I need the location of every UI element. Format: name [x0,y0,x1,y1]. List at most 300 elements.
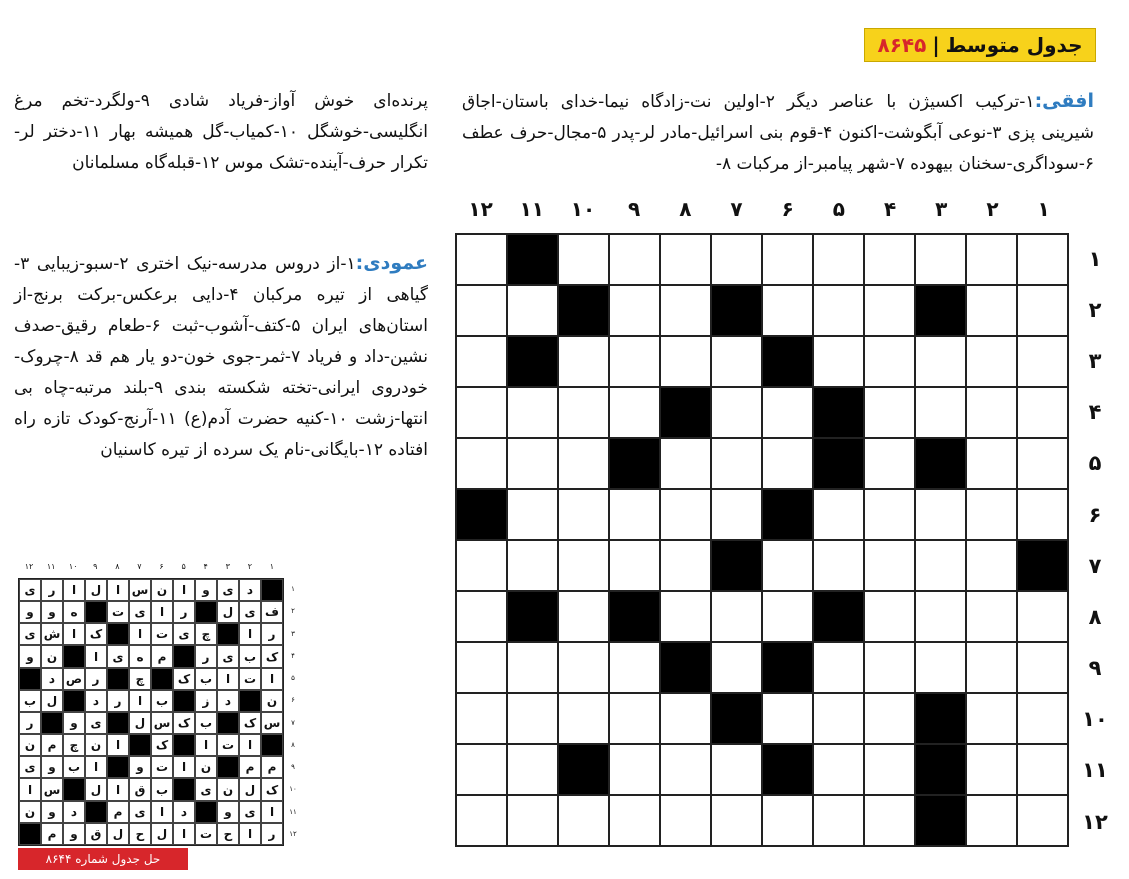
grid-cell[interactable] [660,795,711,846]
grid-cell[interactable] [711,489,762,540]
solution-black-cell [85,601,107,623]
column-number: ۹ [628,197,641,221]
grid-cell[interactable] [711,438,762,489]
row-number: ۶ [1088,502,1102,527]
grid-cell[interactable] [456,285,507,336]
solution-cell: و [41,756,63,778]
solution-black-cell [195,601,217,623]
solution-column-number: ۱۰ [68,562,78,571]
column-number: ۲ [986,197,999,221]
solution-cell: ا [261,801,283,823]
solution-column-number: ۹ [93,562,98,571]
solution-cell: و [217,801,239,823]
solution-cell: ح [129,823,151,845]
grid-cell[interactable] [1017,744,1068,795]
solution-cell: ا [239,823,261,845]
solution-cell: ی [173,623,195,645]
grid-cell[interactable] [558,693,609,744]
grid-cell[interactable] [660,540,711,591]
solution-column-number: ۲ [247,562,253,571]
grid-cell[interactable] [966,387,1017,438]
grid-cell[interactable] [864,642,915,693]
column-number: ۴ [883,197,897,221]
grid-cell[interactable] [1017,285,1068,336]
grid-cell[interactable] [456,795,507,846]
puzzle-title [864,28,1096,62]
grid-cell[interactable] [660,489,711,540]
solution-cell: ت [107,601,129,623]
solution-cell: ی [195,778,217,800]
black-cell [813,438,864,489]
solution-cell: س [129,579,151,601]
grid-cell[interactable] [915,540,966,591]
solution-cell: ح [217,823,239,845]
grid-cell[interactable] [558,234,609,285]
grid-cell[interactable] [966,540,1017,591]
solution-black-cell [107,623,129,645]
grid-cell[interactable] [456,336,507,387]
solution-black-cell [173,690,195,712]
grid-cell[interactable] [813,795,864,846]
solution-cell: ت [151,756,173,778]
grid-cell[interactable] [864,591,915,642]
grid-cell[interactable] [711,591,762,642]
solution-black-cell [261,734,283,756]
solution-cell: و [129,756,151,778]
solution-black-cell [217,756,239,778]
solution-cell: م [239,756,261,778]
solution-cell: ا [63,579,85,601]
row-number: ۱۲ [1082,809,1108,834]
grid-cell[interactable] [507,693,558,744]
column-number: ۱ [1037,197,1050,221]
grid-cell[interactable] [915,234,966,285]
grid-cell[interactable] [966,693,1017,744]
solution-cell: ا [195,734,217,756]
black-cell [558,285,609,336]
solution-cell: ز [195,690,217,712]
solution-cell: ن [195,756,217,778]
solution-row-number: ۹ [291,763,295,772]
grid-cell[interactable] [507,438,558,489]
grid-cell[interactable] [762,591,813,642]
grid-cell[interactable] [507,744,558,795]
grid-cell[interactable] [864,540,915,591]
solution-cell: ا [173,579,195,601]
grid-cell[interactable] [1017,693,1068,744]
black-cell [456,489,507,540]
solution-column-numbers [18,562,283,571]
across-clue-text-continued: پرنده‌ای خوش آواز-فریاد شادی ۹-ولگرد-تخم مرغ انگلیسی-خوشگل ۱۰-کمیاب-گل همیشه بهار ۱۱-دختر لر-تکرار حرف-آینده-تشک موس ۱۲-قبله‌گاه مسلمانان [14,91,428,173]
grid-cell[interactable] [711,387,762,438]
solution-cell: ا [63,623,85,645]
grid-cell[interactable] [864,336,915,387]
solution-label: حل جدول شماره ۸۶۴۴ [18,848,188,870]
solution-cell: ا [239,623,261,645]
grid-cell[interactable] [456,642,507,693]
grid-cell[interactable] [507,540,558,591]
column-numbers [455,192,1069,226]
solution-cell: و [19,601,41,623]
grid-cell[interactable] [660,693,711,744]
row-number: ۱۰ [1082,707,1108,732]
grid-cell[interactable] [1017,336,1068,387]
grid-cell[interactable] [864,489,915,540]
column-number: ۳ [935,197,948,221]
grid-cell[interactable] [1017,642,1068,693]
solution-row-number: ۴ [291,651,295,660]
solution-cell: ا [129,690,151,712]
solution-column-number: ۱ [269,562,275,571]
grid-cell[interactable] [864,744,915,795]
grid-cell[interactable] [762,234,813,285]
solution-cell: ش [41,623,63,645]
solution-cell: ا [151,601,173,623]
solution-black-cell [129,734,151,756]
solution-cell: ک [261,778,283,800]
grid-cell[interactable] [762,438,813,489]
column-number: ۷ [730,197,743,221]
solution-cell: ن [41,645,63,667]
grid-cell[interactable] [507,795,558,846]
black-cell [711,285,762,336]
puzzle-number: ۸۶۴۵ [877,33,927,57]
solution-cell: ن [217,778,239,800]
grid-cell[interactable] [711,744,762,795]
solution-cell: ت [195,823,217,845]
grid-cell[interactable] [813,642,864,693]
solution-black-cell [19,823,41,845]
solution-cell: د [63,801,85,823]
solution-cell: ک [85,623,107,645]
grid-cell[interactable] [1017,489,1068,540]
solution-black-cell [107,712,129,734]
grid-cell[interactable] [762,387,813,438]
solution-cell: ا [261,668,283,690]
grid-cell[interactable] [609,489,660,540]
solution-cell: ا [107,778,129,800]
solution-cell: ل [239,778,261,800]
grid-cell[interactable] [864,285,915,336]
grid-cell[interactable] [660,438,711,489]
solution-black-cell [195,801,217,823]
solution-row-numbers [286,578,300,845]
grid-cell[interactable] [711,336,762,387]
solution-cell: ی [85,712,107,734]
grid-cell[interactable] [813,336,864,387]
column-number: ۱۰ [570,197,596,221]
solution-cell: ک [261,645,283,667]
row-number: ۱ [1088,246,1102,271]
row-numbers [1072,233,1118,847]
solution-cell: د [85,690,107,712]
solution-black-cell [173,778,195,800]
solution-cell: ت [239,668,261,690]
solution-cell: د [239,579,261,601]
solution-row-number: ۱۰ [289,785,297,794]
grid-cell[interactable] [762,693,813,744]
solution-black-cell [85,801,107,823]
grid-cell[interactable] [558,540,609,591]
grid-cell[interactable] [558,591,609,642]
column-number: ۱۲ [468,197,493,221]
solution-cell: ق [85,823,107,845]
grid-cell[interactable] [507,285,558,336]
grid-cell[interactable] [864,234,915,285]
black-cell [609,591,660,642]
solution-cell: ل [217,601,239,623]
grid-cell[interactable] [915,489,966,540]
black-cell [813,591,864,642]
solution-cell: ک [173,712,195,734]
solution-column-number: ۱۲ [24,562,34,571]
grid-cell[interactable] [966,438,1017,489]
column-number: ۱۱ [519,197,544,221]
grid-cell[interactable] [966,642,1017,693]
solution-row-number: ۳ [291,629,295,638]
across-heading: افقی: [1034,90,1095,112]
grid-cell[interactable] [915,642,966,693]
row-number: ۹ [1088,656,1102,681]
solution-cell: چ [195,623,217,645]
solution-black-cell [63,645,85,667]
solution-black-cell [107,756,129,778]
solution-cell: ب [19,690,41,712]
solution-cell: ب [151,778,173,800]
solution-black-cell [107,668,129,690]
grid-cell[interactable] [609,642,660,693]
grid-cell[interactable] [813,285,864,336]
solution-grid [18,578,284,846]
grid-cell[interactable] [507,387,558,438]
solution-cell: س [151,712,173,734]
solution-row-number: ۸ [291,740,295,749]
solution-cell: ی [239,601,261,623]
row-number: ۵ [1088,451,1102,476]
grid-cell[interactable] [915,591,966,642]
solution-column-number: ۸ [115,562,120,571]
grid-cell[interactable] [660,234,711,285]
grid-cell[interactable] [762,285,813,336]
grid-cell[interactable] [456,540,507,591]
row-number: ۸ [1088,604,1102,629]
grid-cell[interactable] [507,642,558,693]
solution-cell: ی [19,579,41,601]
solution-cell: ن [85,734,107,756]
grid-cell[interactable] [762,795,813,846]
solution-row-number: ۶ [291,696,295,705]
black-cell [762,744,813,795]
solution-cell: ی [19,756,41,778]
grid-cell[interactable] [813,489,864,540]
black-cell [660,642,711,693]
solution-cell: ب [239,645,261,667]
grid-cell[interactable] [609,744,660,795]
grid-cell[interactable] [660,285,711,336]
down-clues [14,248,428,466]
solution-column-number: ۱۱ [46,562,56,571]
solution-column-number: ۶ [159,562,164,571]
solution-cell: ی [19,623,41,645]
row-number: ۳ [1088,348,1102,373]
solution-cell: ی [239,801,261,823]
grid-cell[interactable] [609,540,660,591]
grid-cell[interactable] [813,744,864,795]
grid-cell[interactable] [966,591,1017,642]
grid-cell[interactable] [966,336,1017,387]
black-cell [507,234,558,285]
grid-cell[interactable] [813,693,864,744]
grid-cell[interactable] [507,489,558,540]
solution-cell: ر [261,823,283,845]
grid-cell[interactable] [966,744,1017,795]
solution-row-number: ۵ [291,674,295,683]
grid-cell[interactable] [609,387,660,438]
solution-cell: ب [63,756,85,778]
solution-cell: ل [85,778,107,800]
solution-cell: ا [217,668,239,690]
solution-black-cell [173,645,195,667]
grid-cell[interactable] [762,540,813,591]
grid-cell[interactable] [609,285,660,336]
black-cell [507,336,558,387]
solution-cell: ک [173,668,195,690]
grid-cell[interactable] [864,438,915,489]
grid-cell[interactable] [558,336,609,387]
grid-cell[interactable] [915,387,966,438]
solution-cell: ه [129,645,151,667]
solution-cell: ک [151,734,173,756]
solution-cell: ک [239,712,261,734]
solution-cell: و [63,712,85,734]
black-cell [915,693,966,744]
grid-cell[interactable] [558,489,609,540]
black-cell [915,795,966,846]
solution-cell: م [151,645,173,667]
grid-cell[interactable] [864,387,915,438]
row-number: ۷ [1088,553,1102,578]
grid-cell[interactable] [813,540,864,591]
black-cell [1017,540,1068,591]
solution-cell: ی [217,645,239,667]
solution-row-number: ۱۲ [289,829,297,838]
black-cell [660,387,711,438]
solution-cell: ا [107,579,129,601]
solution-column-number: ۷ [137,562,142,571]
black-cell [711,540,762,591]
solution-black-cell [63,778,85,800]
grid-cell[interactable] [711,795,762,846]
solution-cell: ر [173,601,195,623]
solution-cell: ا [85,645,107,667]
solution-cell: ل [129,712,151,734]
solution-cell: ل [41,690,63,712]
solution-cell: ر [85,668,107,690]
solution-cell: ن [151,579,173,601]
solution-cell: ل [151,823,173,845]
solution-cell: ی [217,579,239,601]
grid-cell[interactable] [456,744,507,795]
solution-cell: و [41,801,63,823]
grid-cell[interactable] [660,336,711,387]
down-heading: عمودی: [355,252,429,274]
solution-cell: ا [173,823,195,845]
across-clues [462,86,1094,180]
crossword-grid [455,233,1069,847]
solution-row-number: ۱۱ [289,807,297,816]
solution-row-number: ۲ [291,607,295,616]
grid-cell[interactable] [558,642,609,693]
grid-cell[interactable] [864,795,915,846]
grid-cell[interactable] [609,693,660,744]
grid-cell[interactable] [660,591,711,642]
solution-cell: ا [129,623,151,645]
solution-cell: و [19,645,41,667]
grid-cell[interactable] [558,387,609,438]
black-cell [762,489,813,540]
solution-cell: ر [19,712,41,734]
grid-cell[interactable] [915,336,966,387]
solution-cell: و [63,823,85,845]
solution-cell: م [261,756,283,778]
grid-cell[interactable] [711,642,762,693]
grid-cell[interactable] [558,438,609,489]
grid-cell[interactable] [660,744,711,795]
grid-cell[interactable] [609,336,660,387]
solution-cell: ق [129,778,151,800]
grid-cell[interactable] [1017,591,1068,642]
grid-cell[interactable] [609,795,660,846]
column-number: ۸ [679,197,692,221]
solution-cell: ا [151,801,173,823]
grid-cell[interactable] [864,693,915,744]
grid-cell[interactable] [456,438,507,489]
grid-cell[interactable] [1017,795,1068,846]
solution-cell: ل [107,823,129,845]
solution-cell: ا [173,756,195,778]
grid-cell[interactable] [1017,387,1068,438]
black-cell [813,387,864,438]
solution-cell: ا [239,734,261,756]
grid-cell[interactable] [1017,438,1068,489]
grid-cell[interactable] [456,387,507,438]
grid-cell[interactable] [711,234,762,285]
title-separator: | [932,33,940,57]
grid-cell[interactable] [966,234,1017,285]
grid-cell[interactable] [966,489,1017,540]
row-number: ۴ [1088,400,1102,425]
solution-cell: ت [217,734,239,756]
grid-cell[interactable] [609,234,660,285]
grid-cell[interactable] [558,795,609,846]
solution-cell: ه [63,601,85,623]
solution-black-cell [173,734,195,756]
grid-cell[interactable] [966,795,1017,846]
grid-cell[interactable] [813,234,864,285]
solution-cell: م [41,823,63,845]
grid-cell[interactable] [456,234,507,285]
solution-cell: م [41,734,63,756]
grid-cell[interactable] [456,693,507,744]
grid-cell[interactable] [456,591,507,642]
solution-black-cell [239,690,261,712]
grid-cell[interactable] [966,285,1017,336]
solution-cell: ت [151,623,173,645]
grid-cell[interactable] [1017,234,1068,285]
solution-cell: و [195,579,217,601]
solution-cell: ب [195,712,217,734]
black-cell [762,336,813,387]
